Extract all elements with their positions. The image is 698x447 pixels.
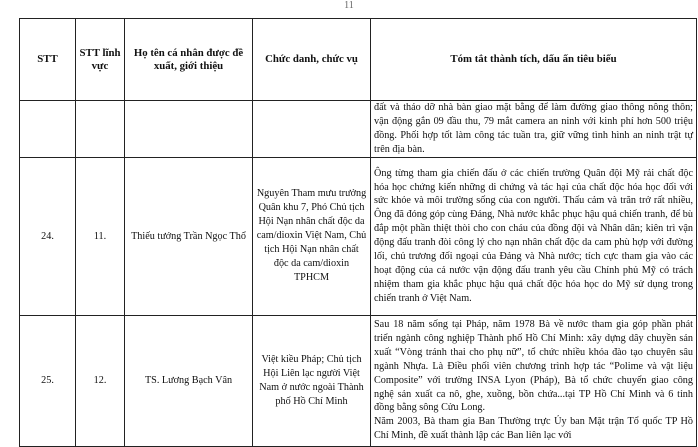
summary-paragraph: đất và tháo dỡ nhà bàn giao mặt bằng để làm đường giao thông nông thôn; vận động gắn 09 đầu thu, 79 mắt camera an ninh với kinh phí hơn 500 triệu đồng. Phối hợp tốt làm công tác tuần tra, giữ vững tình hình an ninh trật tự trên địa bàn. — [374, 102, 693, 155]
table-row — [20, 101, 697, 158]
header-stt-field: STT lĩnh vực — [76, 19, 125, 101]
cell-title: Nguyên Tham mưu trưởng Quân khu 7, Phó Chủ tịch Hội Nạn nhân chất độc da cam/dioxin Việt Nam, Chủ tịch Hội Nạn nhân chất độc da cam/dioxin TPHCM — [253, 157, 371, 315]
cell-stt-field: 11. — [76, 157, 125, 315]
header-name: Họ tên cá nhân được đề xuất, giới thiệu — [125, 19, 253, 101]
cell-stt: 24. — [20, 157, 76, 315]
summary-paragraph: Năm 2003, Bà tham gia Ban Thường trực Ủy ban Mặt trận Tổ quốc TP Hồ Chí Minh, đề xuất thành lập các Ban liên lạc với — [374, 416, 693, 442]
table-row — [20, 315, 697, 446]
page-number: 11 — [344, 0, 354, 11]
cell-stt-field — [76, 101, 125, 158]
cell-name: TS. Lương Bạch Vân — [125, 315, 253, 446]
header-title: Chức danh, chức vụ — [253, 19, 371, 101]
cell-stt — [20, 101, 76, 158]
cell-title: Việt kiều Pháp; Chủ tịch Hội Liên lạc người Việt Nam ở nước ngoài Thành phố Hồ Chí Minh — [253, 315, 371, 446]
summary-paragraph: Ông từng tham gia chiến đấu ở các chiến trường Quân đội Mỹ rải chất độc hóa học chứng kiến những di chứng và tác hại của chất độc hóa học đối với sức khỏe và môi trường sống của con người. Thấu cảm và trăn trở rất nhiều, Ông đã đóng góp cùng Đảng, Nhà nước khắc phục hậu quả chiến tranh, để bù đắp một phần thiệt thòi cho con cháu của đồng đội và Nhân dân; kiên trì vận động đấu tranh đòi công lý cho nạn nhân chất độc da cam phù hợp với đường lối, chủ trương đối ngoại của Đảng và Nhà nước; tích cực tham gia vào các hoạt động của cả nước vận động đấu tranh yêu cầu Chính phủ Mỹ có trách nhiệm tham gia khắc phục hậu quả chất độc hóa học do Mỹ sử dụng trong chiến tranh ở Việt Nam. — [374, 167, 693, 304]
cell-name — [125, 101, 253, 158]
cell-summary — [371, 157, 697, 315]
table-row — [20, 157, 697, 315]
cell-title — [253, 101, 371, 158]
header-stt: STT — [20, 19, 76, 101]
summary-paragraph: Sau 18 năm sống tại Pháp, năm 1978 Bà về nước tham gia góp phần phát triển ngành công nghiệp Thành phố Hồ Chí Minh: xây dựng dây chuyền sản xuất “Vòng tránh thai cho phụ nữ”, tổ chức nhiều khóa đào tạo chuyên sâu ngành Nhựa. Là Điều phối viên chương trình hợp tác “Polime và vật liệu Composite” với trường INSA Lyon (Pháp), Bà tổ chức chuyển giao công nghệ sản xuất ca nô, ghe, xuồng, bồn chứa...tại TP Hồ Chí Minh và 6 tỉnh đồng bằng sông Cửu Long. — [374, 319, 693, 414]
cell-stt-field: 12. — [76, 315, 125, 446]
cell-summary — [371, 315, 697, 446]
award-nominee-table — [19, 18, 697, 447]
cell-summary — [371, 101, 697, 158]
table-header-row — [20, 19, 697, 101]
cell-name: Thiếu tướng Trần Ngọc Thổ — [125, 157, 253, 315]
cell-stt: 25. — [20, 315, 76, 446]
header-summary: Tóm tắt thành tích, dấu ấn tiêu biểu — [371, 19, 697, 101]
